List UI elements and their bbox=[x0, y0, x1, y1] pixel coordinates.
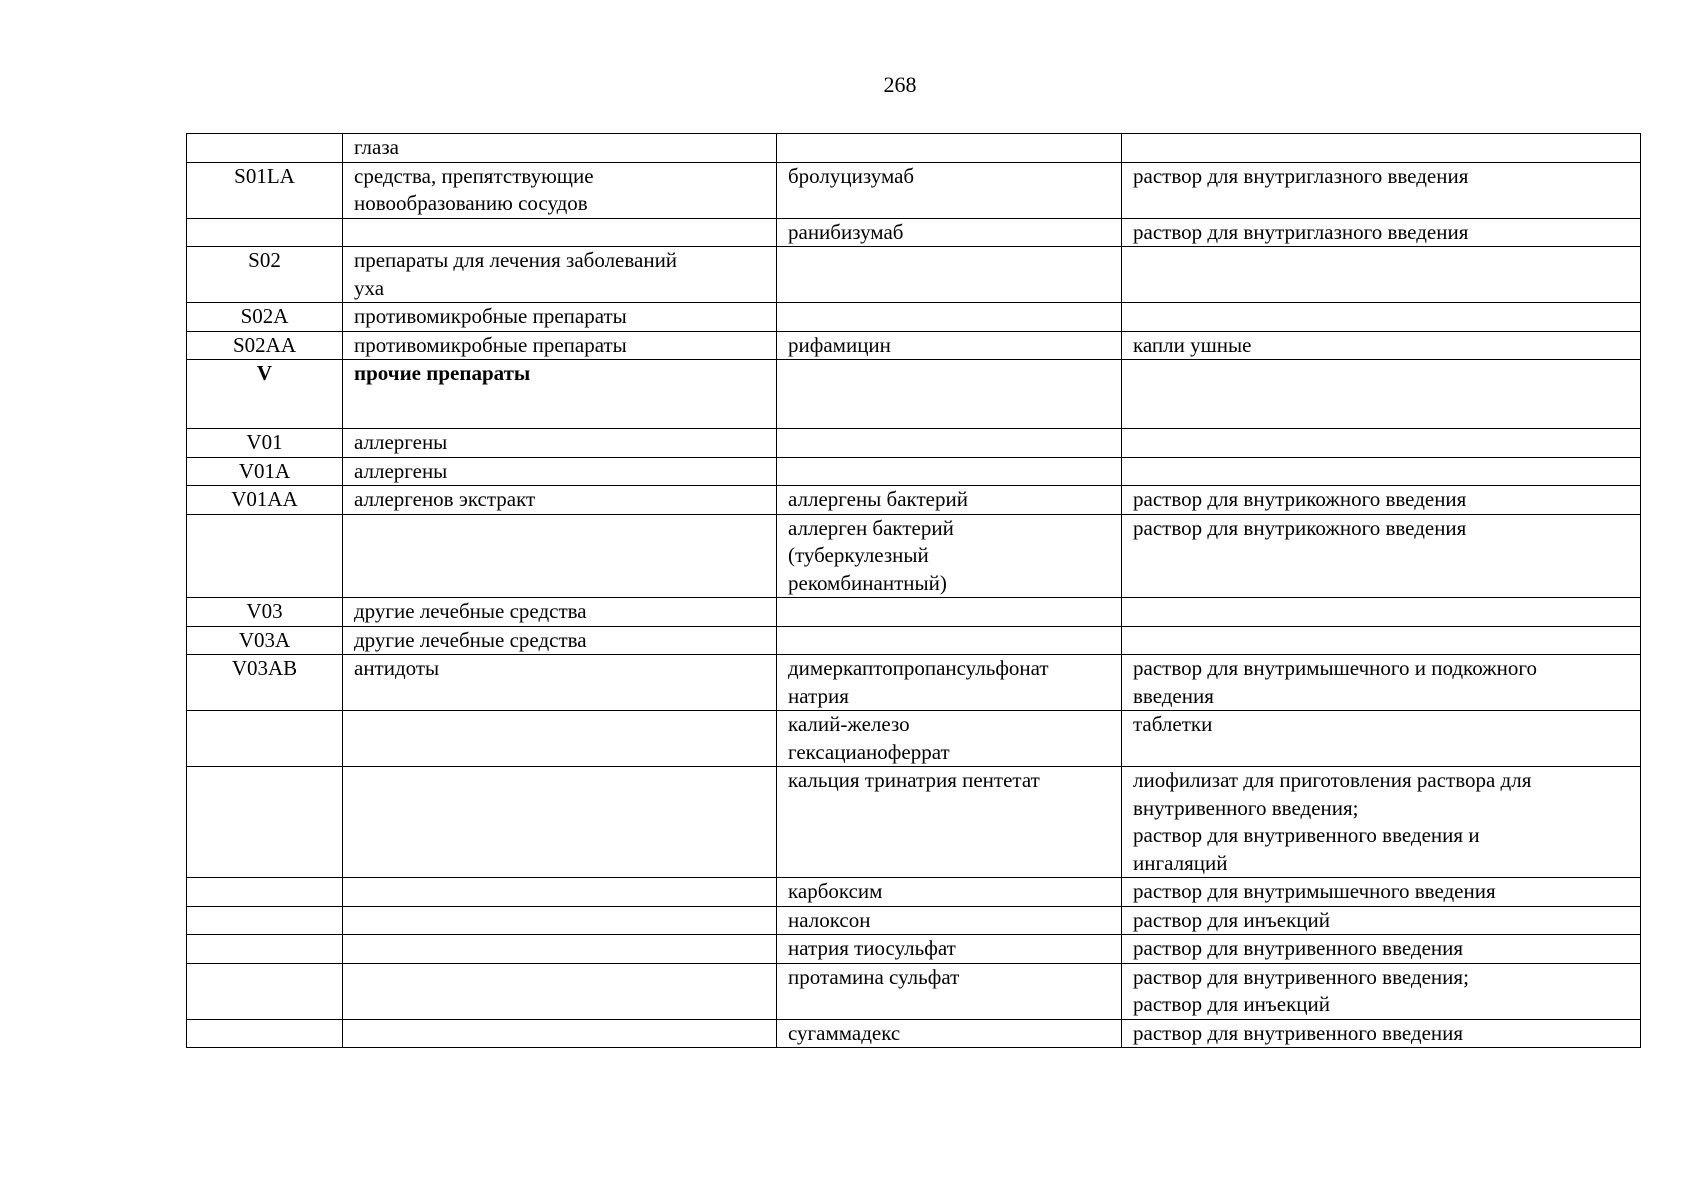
anatomical-therapeutic-group-cell bbox=[343, 906, 777, 935]
table-row bbox=[187, 963, 1641, 1019]
dosage-form-cell bbox=[1122, 598, 1641, 627]
atc-code-cell: S02AA bbox=[187, 331, 343, 360]
dosage-form-cell: раствор для внутримышечного и подкожного введения bbox=[1122, 655, 1641, 711]
drug-name-cell: карбоксим bbox=[777, 878, 1122, 907]
dosage-form-cell: раствор для внутриглазного введения bbox=[1122, 218, 1641, 247]
atc-code-cell: V03A bbox=[187, 626, 343, 655]
atc-code-cell bbox=[187, 218, 343, 247]
anatomical-therapeutic-group-cell: противомикробные препараты bbox=[343, 331, 777, 360]
atc-code-cell: S01LA bbox=[187, 162, 343, 218]
table-row bbox=[187, 514, 1641, 598]
table-row bbox=[187, 906, 1641, 935]
anatomical-therapeutic-group-cell bbox=[343, 963, 777, 1019]
anatomical-therapeutic-group-cell: глаза bbox=[343, 134, 777, 163]
atc-code-cell bbox=[187, 906, 343, 935]
dosage-form-cell: раствор для инъекций bbox=[1122, 906, 1641, 935]
page-number: 268 bbox=[883, 72, 917, 97]
dosage-form-cell bbox=[1122, 429, 1641, 458]
anatomical-therapeutic-group-cell bbox=[343, 711, 777, 767]
anatomical-therapeutic-group-cell: аллергены bbox=[343, 457, 777, 486]
atc-code-cell: V01A bbox=[187, 457, 343, 486]
drug-name-cell: бролуцизумаб bbox=[777, 162, 1122, 218]
dosage-form-cell: раствор для внутривенного введения; раствор для инъекций bbox=[1122, 963, 1641, 1019]
dosage-form-cell: раствор для внутривенного введения bbox=[1122, 1019, 1641, 1048]
drug-name-cell bbox=[777, 360, 1122, 429]
dosage-form-cell bbox=[1122, 247, 1641, 303]
atc-code-cell: S02A bbox=[187, 303, 343, 332]
anatomical-therapeutic-group-cell: препараты для лечения заболеваний уха bbox=[343, 247, 777, 303]
atc-code-cell bbox=[187, 878, 343, 907]
drug-name-cell: аллергены бактерий bbox=[777, 486, 1122, 515]
table-row bbox=[187, 360, 1641, 429]
drug-table bbox=[186, 133, 1641, 1048]
anatomical-therapeutic-group-cell: аллергены bbox=[343, 429, 777, 458]
dosage-form-cell: раствор для внутриглазного введения bbox=[1122, 162, 1641, 218]
table-row bbox=[187, 218, 1641, 247]
anatomical-therapeutic-group-cell bbox=[343, 767, 777, 878]
dosage-form-cell bbox=[1122, 360, 1641, 429]
dosage-form-cell: лиофилизат для приготовления раствора для внутривенного введения; раствор для внутривенного введения и ингаляций bbox=[1122, 767, 1641, 878]
table-row bbox=[187, 331, 1641, 360]
drug-name-cell: калий-железо гексацианоферрат bbox=[777, 711, 1122, 767]
drug-name-cell: протамина сульфат bbox=[777, 963, 1122, 1019]
dosage-form-cell bbox=[1122, 134, 1641, 163]
table-row bbox=[187, 1019, 1641, 1048]
dosage-form-cell: таблетки bbox=[1122, 711, 1641, 767]
drug-name-cell bbox=[777, 134, 1122, 163]
atc-code-cell: V01AA bbox=[187, 486, 343, 515]
anatomical-therapeutic-group-cell bbox=[343, 1019, 777, 1048]
table-row bbox=[187, 486, 1641, 515]
table-row bbox=[187, 457, 1641, 486]
drug-name-cell: рифамицин bbox=[777, 331, 1122, 360]
anatomical-therapeutic-group-cell: другие лечебные средства bbox=[343, 598, 777, 627]
atc-code-cell bbox=[187, 1019, 343, 1048]
drug-name-cell: налоксон bbox=[777, 906, 1122, 935]
atc-code-cell bbox=[187, 711, 343, 767]
drug-name-cell bbox=[777, 626, 1122, 655]
dosage-form-cell: раствор для внутрикожного введения bbox=[1122, 514, 1641, 598]
dosage-form-cell bbox=[1122, 303, 1641, 332]
anatomical-therapeutic-group-cell: средства, препятствующие новообразованию сосудов bbox=[343, 162, 777, 218]
atc-code-cell bbox=[187, 963, 343, 1019]
table-row bbox=[187, 134, 1641, 163]
drug-name-cell bbox=[777, 457, 1122, 486]
table-row bbox=[187, 303, 1641, 332]
dosage-form-cell: раствор для внутривенного введения bbox=[1122, 935, 1641, 964]
table-row bbox=[187, 767, 1641, 878]
drug-name-cell bbox=[777, 598, 1122, 627]
atc-code-cell: V bbox=[187, 360, 343, 429]
atc-code-cell: V03AB bbox=[187, 655, 343, 711]
drug-name-cell bbox=[777, 429, 1122, 458]
table-row bbox=[187, 711, 1641, 767]
anatomical-therapeutic-group-cell: прочие препараты bbox=[343, 360, 777, 429]
table-row bbox=[187, 598, 1641, 627]
table-row bbox=[187, 162, 1641, 218]
drug-name-cell: ранибизумаб bbox=[777, 218, 1122, 247]
drug-name-cell: кальция тринатрия пентетат bbox=[777, 767, 1122, 878]
drug-name-cell bbox=[777, 247, 1122, 303]
table-row bbox=[187, 429, 1641, 458]
table-row bbox=[187, 247, 1641, 303]
atc-code-cell bbox=[187, 134, 343, 163]
anatomical-therapeutic-group-cell bbox=[343, 514, 777, 598]
atc-code-cell: V01 bbox=[187, 429, 343, 458]
anatomical-therapeutic-group-cell: антидоты bbox=[343, 655, 777, 711]
anatomical-therapeutic-group-cell: аллергенов экстракт bbox=[343, 486, 777, 515]
dosage-form-cell: капли ушные bbox=[1122, 331, 1641, 360]
drug-name-cell bbox=[777, 303, 1122, 332]
dosage-form-cell bbox=[1122, 457, 1641, 486]
table-body bbox=[187, 134, 1641, 1048]
anatomical-therapeutic-group-cell bbox=[343, 218, 777, 247]
anatomical-therapeutic-group-cell: противомикробные препараты bbox=[343, 303, 777, 332]
drug-name-cell: натрия тиосульфат bbox=[777, 935, 1122, 964]
dosage-form-cell: раствор для внутримышечного введения bbox=[1122, 878, 1641, 907]
atc-code-cell bbox=[187, 767, 343, 878]
table-row bbox=[187, 626, 1641, 655]
atc-code-cell bbox=[187, 935, 343, 964]
drug-name-cell: аллерген бактерий (туберкулезный рекомбинантный) bbox=[777, 514, 1122, 598]
anatomical-therapeutic-group-cell: другие лечебные средства bbox=[343, 626, 777, 655]
atc-code-cell bbox=[187, 514, 343, 598]
drug-name-cell: димеркаптопропансульфонат натрия bbox=[777, 655, 1122, 711]
table-row bbox=[187, 935, 1641, 964]
anatomical-therapeutic-group-cell bbox=[343, 878, 777, 907]
dosage-form-cell bbox=[1122, 626, 1641, 655]
table-row bbox=[187, 878, 1641, 907]
drug-name-cell: сугаммадекс bbox=[777, 1019, 1122, 1048]
atc-code-cell: V03 bbox=[187, 598, 343, 627]
table-row bbox=[187, 655, 1641, 711]
atc-code-cell: S02 bbox=[187, 247, 343, 303]
dosage-form-cell: раствор для внутрикожного введения bbox=[1122, 486, 1641, 515]
anatomical-therapeutic-group-cell bbox=[343, 935, 777, 964]
